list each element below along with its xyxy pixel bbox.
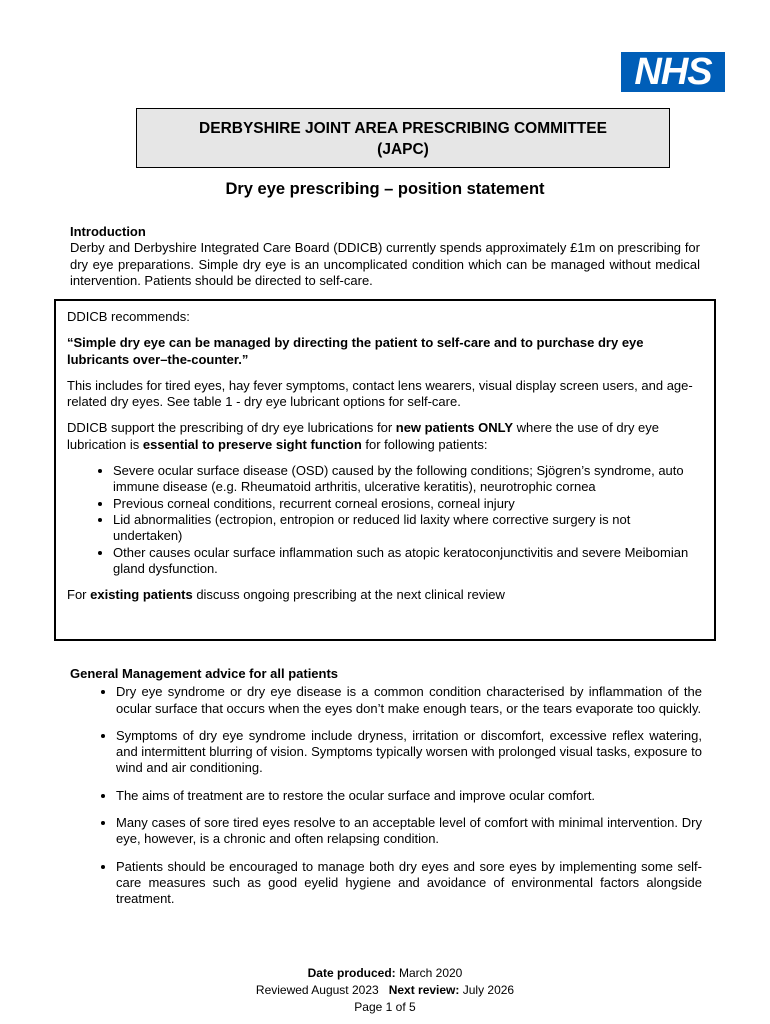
date-produced-label: Date produced: xyxy=(307,966,396,980)
list-item: • Dry eye syndrome or dry eye disease is a common condition characterised by inflammation of the ocular surface that occurs when the eyes don’t make enough tears, or the tears evaporate too quickly. xyxy=(116,684,702,717)
reviewed-date: Reviewed August 2023 xyxy=(255,983,379,997)
list-item: • Symptoms of dry eye syndrome include dryness, irritation or discomfort, excessive reflex watering, and intermittent blurring of vision. Symptoms typically worsen with prolonged visual tasks, exposure to wind and air conditioning. xyxy=(116,728,702,777)
list-item: • Patients should be encouraged to manage both dry eyes and sore eyes by implementing some self-care measures such as good eyelid hygiene and avoidance of environmental factors alongside treatment. xyxy=(116,859,702,908)
nhs-logo: NHS xyxy=(621,52,725,92)
next-review-value: July 2026 xyxy=(459,983,515,997)
list-item: • Many cases of sore tired eyes resolve to an acceptable level of comfort with minimal intervention. Dry eye, however, is a chronic and often relapsing condition. xyxy=(116,815,702,848)
list-item: • Previous corneal conditions, recurrent corneal erosions, corneal injury xyxy=(113,496,703,512)
existing-bold: existing patients xyxy=(90,587,193,603)
committee-abbreviation: (JAPC) xyxy=(377,141,429,158)
general-management-heading: General Management advice for all patients xyxy=(70,666,339,681)
list-item: • Severe ocular surface disease (OSD) caused by the following conditions; Sjögren’s syndrome, auto immune disease (e.g. Rheumatoid arthritis, ulcerative keratitis), neurotrophic cornea xyxy=(113,463,703,496)
introduction-heading: Introduction xyxy=(70,224,146,239)
general-management-list xyxy=(70,684,702,907)
introduction-text: Derby and Derbyshire Integrated Care Board (DDICB) currently spends approximately £1m on prescribing for dry eye preparations. Simple dry eye is an uncomplicated condition which can be managed without medical intervention. Patients should be directed to self-care. xyxy=(70,240,700,288)
list-item: • The aims of treatment are to restore the ocular surface and improve ocular comfort. xyxy=(116,788,702,804)
existing-text-2: discuss ongoing prescribing at the next clinical review xyxy=(192,587,505,603)
recommendations-lead: DDICB recommends: xyxy=(67,309,190,324)
support-bold-new-patients: new patients ONLY xyxy=(395,420,514,436)
support-text-2: where the use of dry eye lubrication is xyxy=(67,420,660,452)
page-footer xyxy=(0,965,770,1016)
recommendations-includes: This includes for tired eyes, hay fever symptoms, contact lens wearers, visual display screen users, and age-related dry eyes. See table 1 - dry eye lubricant options for self-care. xyxy=(67,377,693,410)
general-management-section xyxy=(70,666,702,919)
support-text-1: DDICB support the prescribing of dry eye lubrications for xyxy=(67,420,396,436)
page-number: Page 1 of 5 xyxy=(354,1000,416,1014)
list-item: • Lid abnormalities (ectropion, entropion or reduced lid laxity where corrective surgery is not undertaken) xyxy=(113,512,703,545)
recommendations-support xyxy=(67,420,703,453)
date-produced-value: March 2020 xyxy=(395,966,463,980)
introduction-section xyxy=(70,224,700,289)
committee-title: DERBYSHIRE JOINT AREA PRESCRIBING COMMITTEE xyxy=(199,120,607,137)
next-review-label: Next review: xyxy=(388,983,460,997)
date-produced xyxy=(0,965,770,982)
review-dates xyxy=(0,982,770,999)
existing-patients-note xyxy=(67,587,703,603)
recommendations-box xyxy=(54,299,716,641)
recommendations-quote: “Simple dry eye can be managed by directing the patient to self-care and to purchase dry eye lubricants over–the-counter.” xyxy=(67,335,644,367)
page-title: Dry eye prescribing – position statement xyxy=(225,180,545,198)
support-bold-sight-function: essential to preserve sight function xyxy=(142,436,362,452)
recommendations-bullet-list xyxy=(67,463,703,577)
list-item: • Other causes ocular surface inflammation such as atopic keratoconjunctivitis and severe Meibomian gland dysfunction. xyxy=(113,545,703,578)
committee-title-box xyxy=(136,108,670,168)
existing-text-1: For xyxy=(67,587,91,603)
support-text-3: for following patients: xyxy=(361,436,488,452)
